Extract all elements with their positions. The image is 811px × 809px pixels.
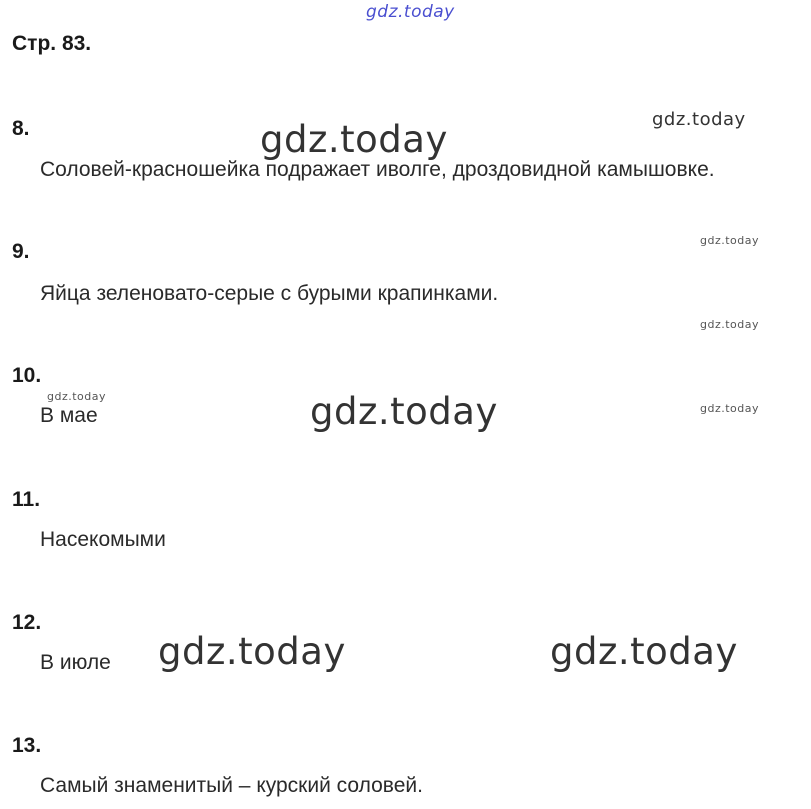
watermark-large: gdz.today (310, 390, 498, 433)
watermark-small: gdz.today (700, 234, 760, 247)
watermark-medium: gdz.today (652, 109, 746, 130)
watermark-small: gdz.today (47, 390, 107, 403)
watermark-small: gdz.today (700, 402, 760, 415)
answer-10: В мае (40, 404, 98, 427)
question-number-9: 9. (12, 240, 30, 263)
watermark-top: gdz.today (366, 2, 455, 22)
watermark-large: gdz.today (260, 118, 448, 161)
answer-13: Самый знаменитый – курский соловей. (40, 774, 423, 797)
page-heading: Стр. 83. (12, 32, 92, 55)
answer-8: Соловей-красношейка подражает иволге, дроздовидной камышовке. (40, 158, 715, 181)
answer-9: Яйца зеленовато-серые с бурыми крапинками. (40, 282, 499, 305)
question-number-10: 10. (12, 364, 42, 387)
watermark-small: gdz.today (700, 318, 760, 331)
watermark-large: gdz.today (158, 630, 346, 673)
question-number-12: 12. (12, 611, 42, 634)
question-number-8: 8. (12, 117, 30, 140)
answer-12: В июле (40, 651, 111, 674)
watermark-large: gdz.today (550, 630, 738, 673)
question-number-13: 13. (12, 734, 42, 757)
answer-11: Насекомыми (40, 528, 166, 551)
question-number-11: 11. (12, 488, 41, 511)
